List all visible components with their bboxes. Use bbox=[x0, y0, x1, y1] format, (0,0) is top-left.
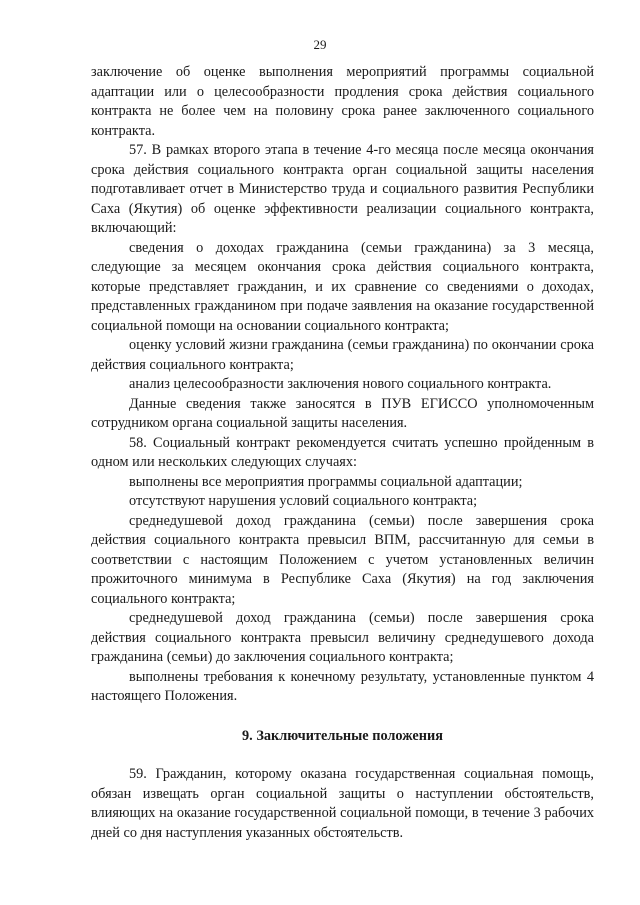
paragraph: выполнены требования к конечному результату, установленные пунктом 4 настоящего Положения. bbox=[91, 668, 594, 704]
document-body bbox=[91, 63, 594, 843]
paragraph: сведения о доходах гражданина (семьи гражданина) за 3 месяца, следующие за месяцем окончания срока действия социального контракта, которые представляет гражданин, и их сравнение со сведениями о доходах, представленных гражданином при подаче заявления на оказание государственной социальной помощи на основании социального контракта; bbox=[91, 239, 594, 334]
paragraph: заключение об оценке выполнения мероприятий программы социальной адаптации или о целесообразности продления срока действия социального контракта не более чем на половину срока ранее заключенного социального контракта. bbox=[91, 64, 594, 139]
paragraph: Данные сведения также заносятся в ПУВ ЕГИССО уполномоченным сотрудником органа социальной защиты населения. bbox=[91, 395, 594, 431]
paragraph: среднедушевой доход гражданина (семьи) после завершения срока действия социального контракта превысил величину среднедушевого дохода гражданина (семьи) до заключения социального контракта; bbox=[91, 610, 594, 665]
paragraph: выполнены все мероприятия программы социальной адаптации; bbox=[129, 473, 523, 490]
paragraph: 58. Социальный контракт рекомендуется считать успешно пройденным в одном или нескольких следующих случаях: bbox=[91, 434, 594, 470]
paragraph: 59. Гражданин, которому оказана государственная социальная помощь, обязан извещать орган социальной защиты о наступлении обстоятельств, влияющих на оказание государственной социальной помощи, в течение 3 рабочих дней со дня наступления указанных обстоятельств. bbox=[91, 766, 594, 841]
page-number: 29 bbox=[313, 37, 327, 52]
paragraph: среднедушевой доход гражданина (семьи) после завершения срока действия социального контракта превысил ВПМ, рассчитанную для семьи в соответствии с настоящим Положением с учетом установленных величин прожиточного минимума в Республике Саха (Якутия) на год заключения социального контракта; bbox=[91, 512, 594, 607]
section-heading: 9. Заключительные положения bbox=[242, 727, 443, 744]
paragraph: оценку условий жизни гражданина (семьи гражданина) по окончании срока действия социального контракта; bbox=[91, 337, 594, 373]
paragraph: 57. В рамках второго этапа в течение 4-го месяца после месяца окончания срока действия социального контракта орган социальной защиты населения подготавливает отчет в Министерство труда и социального развития Республики Саха (Якутия) об оценке эффективности реализации социального контракта, включающий: bbox=[91, 142, 594, 236]
paragraph: отсутствуют нарушения условий социального контракта; bbox=[129, 493, 478, 509]
paragraph: анализ целесообразности заключения нового социального контракта. bbox=[129, 376, 552, 392]
paragraphs-after-section bbox=[91, 765, 594, 843]
paragraphs-before-section bbox=[91, 63, 594, 707]
